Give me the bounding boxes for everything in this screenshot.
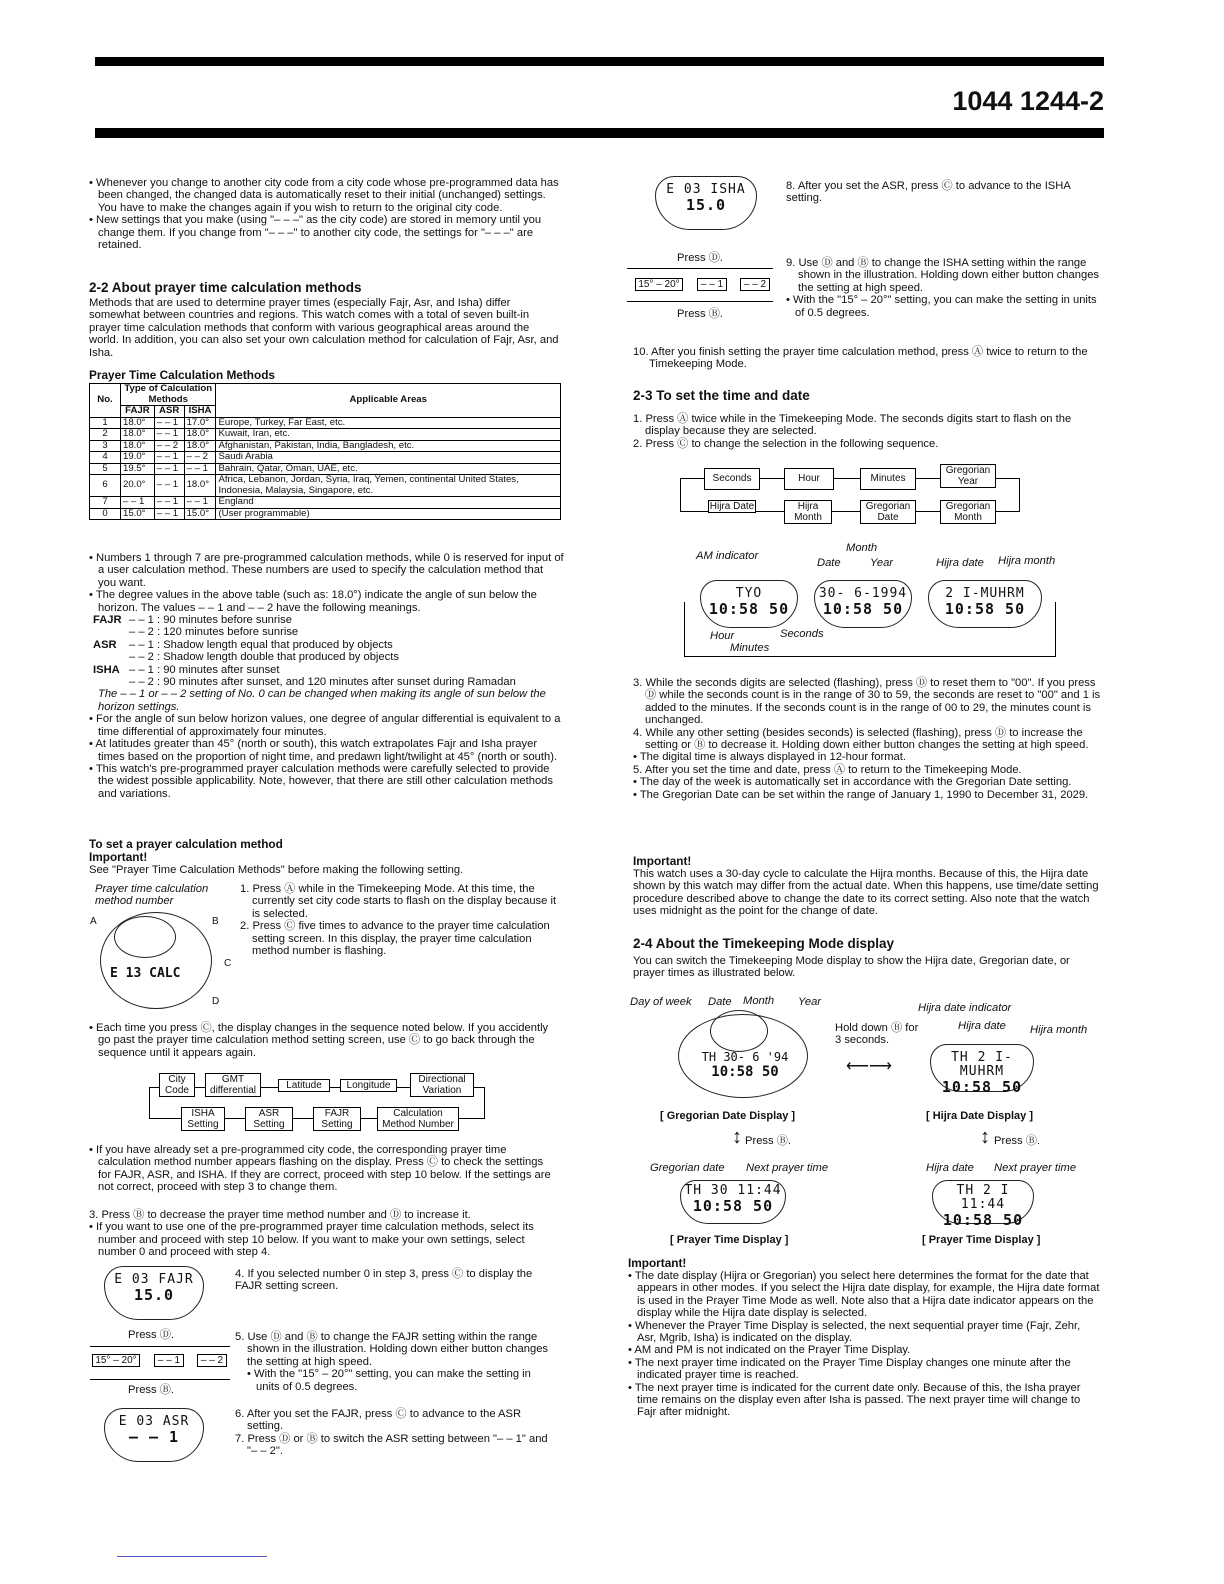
table-cell-isha: 18.0° — [184, 475, 216, 497]
step-2: 2. Press Ⓒ five times to advance to the prayer time calculation setting screen. In this display, the prayer time calculation method number is flashing. — [240, 920, 550, 958]
lcd-calc: E 13 CALC — [110, 966, 181, 981]
flow-isha: ISHA Setting — [181, 1107, 225, 1131]
important-label-right-2: Important! — [628, 1256, 687, 1270]
table-row — [90, 429, 561, 441]
table-cell-asr: – – 1 — [154, 497, 184, 509]
section-23-more — [633, 677, 1103, 801]
col-fajr: FAJR — [121, 406, 155, 418]
watch-illustration — [90, 912, 230, 1012]
seq-seconds: Seconds — [704, 468, 760, 490]
footer-line — [117, 1556, 267, 1557]
fig-year: Year — [798, 996, 822, 1008]
fig-hold: Hold down Ⓑ for 3 seconds. — [835, 1022, 919, 1047]
range-right-1: 15° – 20° — [635, 278, 683, 291]
label-year: Year — [870, 557, 894, 569]
col-isha: ISHA — [184, 406, 216, 418]
table-cell-areas: England — [216, 497, 561, 509]
meaning-row — [89, 626, 564, 638]
meaning-term: ASR — [93, 638, 117, 651]
final-bullet-4: • The next prayer time indicated on the Prayer Time Display changes one minute after the indicated prayer time is reached. — [628, 1356, 1071, 1382]
table-cell-areas: Bahrain, Qatar, Oman, UAE, etc. — [216, 463, 561, 475]
table-cell-areas: (User programmable) — [216, 508, 561, 520]
table-cell-isha: 15.0° — [184, 508, 216, 520]
range-left-3: – – 2 — [197, 1354, 227, 1367]
table-cell-no: 1 — [90, 417, 121, 429]
table-cell-isha: 18.0° — [184, 440, 216, 452]
header-rule-bottom — [95, 128, 1104, 138]
step-5: 5. Use Ⓓ and Ⓑ to change the FAJR setting within the range shown in the illustration. Holding down either button changes the setting at high speed. — [235, 1331, 549, 1368]
timekeeping-figure — [630, 990, 1100, 1252]
table-cell-fajr: – – 1 — [121, 497, 155, 509]
table-cell-fajr: 19.0° — [121, 452, 155, 464]
bullet-angle: • For the angle of sun below horizon values, one degree of angular differential is equivalent to a time differential of approximately four minutes. — [89, 713, 561, 738]
flow-directional: Directional Variation — [410, 1073, 474, 1097]
bullet-latitude: • At latitudes greater than 45° (north or south), this watch extrapolates Fajr and Isha prayer times based on the proportion of night time, and predawn light/twilight at 45° (north or south). — [89, 738, 558, 763]
table-cell-asr: – – 1 — [154, 463, 184, 475]
table-row — [90, 475, 561, 497]
bullet-with-left: • With the "15° – 20°" setting, you can make the setting in units of 0.5 degrees. — [247, 1368, 531, 1393]
step-7: 7. Press Ⓓ or Ⓑ to switch the ASR setting between "– – 1" and "– – 2". — [235, 1432, 548, 1458]
range-right-3: – – 2 — [740, 278, 770, 291]
table-cell-no: 3 — [90, 440, 121, 452]
set-method-title: To set a prayer calculation method — [89, 837, 283, 851]
table-cell-areas: Africa, Lebanon, Jordan, Syria, Iraq, Yemen, continental United States, Indonesia, Malaysia, Singapore, etc. — [216, 475, 561, 497]
steps-6-7 — [235, 1408, 555, 1458]
final-bullets — [628, 1270, 1100, 1419]
settings-flow-diagram — [145, 1073, 490, 1135]
meaning-line: – – 1 : 90 minutes after sunset — [129, 663, 280, 676]
col-type: Type of Calculation Methods — [121, 384, 216, 406]
range-left-1: 15° – 20° — [92, 1354, 140, 1367]
final-bullet-1: • The date display (Hijra or Gregorian) you select here determines the format for the date that appears in other modes. If you select the Hijra date display, for example, the Hijra date format is used in the Prayer Time Mode as well. Note also that a Hijra date indicator appears on the display while the Hijra date display is selected. — [628, 1270, 1100, 1320]
meanings-note: The – – 1 or – – 2 setting of No. 0 can be changed when making its angle of sun below the horizon settings. — [98, 688, 546, 713]
methods-table — [89, 383, 561, 520]
label-hour: Hour — [710, 630, 735, 642]
s23-step-4: 4. While any other setting (besides seconds) is selected (flashing), press Ⓓ to increase the setting or Ⓑ to decrease it. Holding down either button changes the setting at high speed. — [633, 726, 1089, 752]
fig-hijra-date-2: Hijra date — [926, 1162, 974, 1174]
fig-prayer-lcd-hijra: TH 2 I 11:44 10:58 50 — [932, 1180, 1034, 1224]
table-cell-no: 2 — [90, 429, 121, 441]
table-cell-asr: – – 1 — [154, 417, 184, 429]
table-row — [90, 440, 561, 452]
fig-date: Date — [708, 996, 732, 1008]
prayer-display-label-right: [ Prayer Time Display ] — [922, 1234, 1041, 1246]
table-cell-no: 6 — [90, 475, 121, 497]
final-bullet-3: • AM and PM is not indicated on the Prayer Time Display. — [628, 1344, 911, 1357]
meaning-line: – – 1 : Shadow length equal that produced by objects — [129, 638, 393, 651]
table-cell-no: 4 — [90, 452, 121, 464]
range-left-2: – – 1 — [154, 1354, 184, 1367]
meaning-row — [89, 651, 564, 663]
seq-minutes: Minutes — [860, 468, 916, 490]
step-10: 10. After you finish setting the prayer time calculation method, press Ⓐ twice to return to the Timekeeping Mode. — [633, 346, 1088, 371]
flow-city-code: City Code — [159, 1073, 195, 1097]
flow-longitude: Longitude — [340, 1079, 397, 1092]
bullet-selected: • This watch's pre-programmed prayer calculation methods were carefully selected to provide the widest possible applicability. Note, however, that there are still other calculation methods and variations. — [89, 762, 553, 800]
intro-bullet-2: • New settings that you make (using "– – –" as the city code) are stored in memory until you change them. If you change from "– – –" to another city code, the settings for "– – –" are retained. — [89, 214, 542, 252]
meaning-line: – – 2 : 90 minutes after sunset, and 120 minutes after sunset during Ramadan — [129, 676, 516, 689]
seq-hour: Hour — [784, 468, 834, 490]
table-title: Prayer Time Calculation Methods — [89, 368, 275, 382]
table-cell-fajr: 20.0° — [121, 475, 155, 497]
lcd-asr: E 03 ASR – – 1 — [104, 1408, 204, 1462]
label-am-indicator: AM indicator — [696, 550, 759, 562]
greg-display-label: [ Gregorian Date Display ] — [660, 1110, 796, 1122]
bullet-greg-range: • The Gregorian Date can be set within the range of January 1, 1990 to December 31, 2029. — [633, 788, 1089, 801]
meanings-list — [89, 614, 564, 688]
see-text: See "Prayer Time Calculation Methods" before making the following setting. — [89, 864, 464, 876]
fig-next-prayer-right: Next prayer time — [994, 1162, 1077, 1174]
button-a-label: A — [90, 916, 97, 927]
seq-hijra-month: Hijra Month — [784, 500, 832, 524]
meaning-line: – – 2 : Shadow length double that produced by objects — [129, 651, 399, 664]
meaning-row — [89, 664, 564, 676]
document-id: 1044 1244-2 — [952, 86, 1104, 116]
meaning-line: – – 2 : 120 minutes before sunrise — [129, 626, 299, 639]
range-diagram-right — [627, 268, 773, 302]
step-6: 6. After you set the FAJR, press Ⓒ to advance to the ASR setting. — [235, 1408, 522, 1433]
left-tail-text — [89, 1144, 559, 1194]
flow-calc-method: Calculation Method Number — [377, 1107, 459, 1131]
table-cell-areas: Europe, Turkey, Far East, etc. — [216, 417, 561, 429]
fig-watch-dial — [710, 1010, 768, 1052]
important-body: This watch uses a 30-day cycle to calculate the Hijra months. Because of this, the Hijra date shown by this watch may differ from the actual date. When this happens, use time/date setting procedure described above to change the date to its correct setting. Also note that the watch uses midnight as the point for the change of date. — [633, 868, 1099, 918]
table-cell-fajr: 18.0° — [121, 429, 155, 441]
s23-step-2: 2. Press Ⓒ to change the selection in the following sequence. — [633, 437, 939, 450]
fig-gregorian-date: Gregorian date — [650, 1162, 725, 1174]
fig-arrow-left: ↕ — [732, 1126, 742, 1148]
final-bullet-5: • The next prayer time is indicated for the current date only. Because of this, the Isha prayer time remains on the display even after Isha is passed. The next prayer time will change to Fajr after midnight. — [628, 1381, 1081, 1419]
meaning-row — [89, 639, 564, 651]
table-cell-fajr: 19.5° — [121, 463, 155, 475]
s23-step-1: 1. Press Ⓐ twice while in the Timekeeping Mode. The seconds digits start to flash on the display because they are selected. — [633, 413, 1072, 438]
col-asr: ASR — [154, 406, 184, 418]
intro-bullets — [89, 177, 559, 251]
table-cell-asr: – – 1 — [154, 429, 184, 441]
range-diagram-left — [90, 1346, 230, 1380]
table-cell-isha: 17.0° — [184, 417, 216, 429]
table-cell-no: 0 — [90, 508, 121, 520]
intro-bullet-1: • Whenever you change to another city code from a city code whose pre-programmed data has been changed, the changed data is automatically reset to their initial (unchanged) settings. You have to make the changes again if you wish to return to the original city code. — [89, 177, 559, 214]
fig-next-prayer-left: Next prayer time — [746, 1162, 829, 1174]
table-cell-asr: – – 1 — [154, 475, 184, 497]
label-seconds: Seconds — [780, 628, 824, 640]
bullet-with-right: • With the "15° – 20°" setting, you can make the setting in units of 0.5 degrees. — [786, 294, 1097, 319]
range-right-2: – – 1 — [697, 278, 727, 291]
important-label-right: Important! — [633, 854, 692, 868]
watch-case — [100, 912, 212, 1009]
important-label-left: Important! — [89, 850, 148, 864]
meaning-term: ISHA — [93, 663, 120, 676]
lcd-isha: E 03 ISHA 15.0 — [655, 176, 757, 230]
label-month: Month — [846, 542, 878, 554]
bullet-degree: • The degree values in the above table (such as: 18.0°) indicate the angle of sun below the horizon. The values – – 1 and – – 2 have the following meanings. — [89, 589, 537, 614]
table-cell-areas: Kuwait, Iran, etc. — [216, 429, 561, 441]
step-9: 9. Use Ⓓ and Ⓑ to change the ISHA setting within the range shown in the illustration. Holding down either button changes the setting at high speed. — [786, 257, 1100, 294]
prayer-display-label-left: [ Prayer Time Display ] — [670, 1234, 789, 1246]
section-22-title: 2-2 About prayer time calculation methods — [89, 280, 362, 295]
table-row — [90, 417, 561, 429]
meaning-row — [89, 676, 564, 688]
flow-asr: ASR Setting — [245, 1107, 293, 1131]
lcd-fajr: E 03 FAJR 15.0 — [104, 1266, 204, 1320]
button-d-label: D — [212, 996, 220, 1007]
bullet-each: • Each time you press Ⓒ, the display changes in the sequence noted below. If you accidently go past the prayer time calculation method setting screen, use Ⓒ to go back through the sequence until it appears again. — [89, 1022, 549, 1059]
label-date: Date — [817, 557, 841, 569]
seq-greg-date: Gregorian Date — [860, 500, 916, 524]
button-b-label: B — [212, 916, 219, 927]
seq-greg-year: Gregorian Year — [940, 464, 996, 488]
step-9-block — [786, 257, 1104, 319]
lcd-hijra: 2 I-MUHRM 10:58 50 — [928, 580, 1042, 628]
table-cell-no: 7 — [90, 497, 121, 509]
flow-gmt: GMT differential — [205, 1073, 261, 1097]
seq-hijra-date: Hijra Date — [709, 501, 755, 512]
step-4: 4. If you selected number 0 in step 3, press Ⓒ to display the FAJR setting screen. — [235, 1268, 533, 1293]
fig-greg-lcd: TH 30- 6 '94 10:58 50 — [701, 1050, 789, 1080]
section-24-title: 2-4 About the Timekeeping Mode display — [633, 936, 895, 951]
time-set-flow — [680, 462, 1020, 524]
final-bullet-2: • Whenever the Prayer Time Display is selected, the next sequential prayer time (Fajr, Zehr, Asr, Mgrib, Isha) is indicated on the display. — [628, 1319, 1081, 1345]
table-cell-isha: – – 1 — [184, 497, 216, 509]
left-step-3 — [89, 1209, 559, 1259]
step-5-block — [235, 1331, 555, 1393]
section-22-body: Methods that are used to determine prayer times (especially Fajr, Asr, and Isha) differ somewhat between countries and regions. This watch comes with a total of seven built-in prayer time calculation methods that conform with various geographical areas around the world. In addition, you can also set your own calculation method for calculation of Fajr, Asr, and Isha. — [89, 297, 559, 359]
button-c-label: C — [224, 958, 232, 969]
fig-hijra-month: Hijra month — [1030, 1024, 1088, 1036]
table-cell-isha: – – 1 — [184, 463, 216, 475]
meaning-line: – – 1 : 90 minutes before sunrise — [129, 614, 292, 627]
s23-step-3: 3. While the seconds digits are selected (flashing), press Ⓓ to reset them to "00". If you press Ⓓ while the seconds count is in the range of 30 to 59, the seconds are reset to "00" and 1 is added to the minutes. If the seconds count is in the range of 00 to 29, the minutes count is unchanged. — [633, 677, 1101, 727]
setting-displays-figure — [680, 540, 1080, 660]
meaning-term: FAJR — [93, 614, 122, 627]
bullet-numbers: • Numbers 1 through 7 are pre-programmed calculation methods, while 0 is reserved for input of a user calculation method. These numbers are used to specify the calculation method that you want. — [89, 552, 564, 589]
section-24-body: You can switch the Timekeeping Mode display to show the Hijra date, Gregorian date, or prayer times as illustrated below. — [633, 955, 1070, 980]
fig-arrow-right: ↕ — [980, 1126, 990, 1148]
set-steps-1-2 — [240, 883, 560, 957]
table-row — [90, 463, 561, 475]
step-1: 1. Press Ⓐ while in the Timekeeping Mode. At this time, the currently set city code starts to flash on the display because it is selected. — [240, 883, 557, 920]
s23-step-5: 5. After you set the time and date, press Ⓐ to return to the Timekeeping Mode. — [633, 763, 1022, 776]
table-cell-fajr: 15.0° — [121, 508, 155, 520]
table-cell-asr: – – 1 — [154, 452, 184, 464]
section-23-title: 2-3 To set the time and date — [633, 388, 810, 403]
fig-hijra-date-indicator: Hijra date indicator — [918, 1002, 1012, 1014]
table-notes — [89, 552, 564, 800]
lcd-time-tyo: TYO 10:58 50 — [700, 580, 798, 628]
press-b-left: Press Ⓑ. — [128, 1384, 175, 1396]
col-no: No. — [90, 384, 121, 418]
label-minutes: Minutes — [730, 642, 770, 654]
fig-press-b-left: Press Ⓑ. — [745, 1135, 792, 1147]
bullet-day: • The day of the week is automatically set in accordance with the Gregorian Date setting. — [633, 776, 1072, 789]
flow-fajr: FAJR Setting — [313, 1107, 361, 1131]
fig-double-arrow: ⟵⟶ — [846, 1058, 892, 1075]
fig-hijra-date: Hijra date — [958, 1020, 1006, 1032]
label-hijra-date: Hijra date — [936, 557, 984, 569]
press-d-left: Press Ⓓ. — [128, 1329, 175, 1341]
table-cell-areas: Saudi Arabia — [216, 452, 561, 464]
fig-caption: Prayer time calculation method number — [95, 883, 209, 908]
table-cell-isha: – – 2 — [184, 452, 216, 464]
fig-month: Month — [743, 995, 775, 1007]
flow-latitude: Latitude — [278, 1079, 330, 1092]
bullet-use: • If you want to use one of the pre-programmed prayer time calculation methods, select its number and proceed with step 10 below. If you want to make your own settings, select number 0 and proceed with step 4. — [89, 1221, 534, 1259]
table-cell-no: 5 — [90, 463, 121, 475]
press-d-right: Press Ⓓ. — [677, 252, 724, 264]
meaning-row — [89, 614, 564, 626]
label-hijra-month: Hijra month — [998, 555, 1056, 567]
table-cell-fajr: 18.0° — [121, 440, 155, 452]
table-cell-isha: 18.0° — [184, 429, 216, 441]
fig-day-of-week: Day of week — [630, 996, 692, 1008]
lcd-gregorian: 30- 6-1994 10:58 50 — [814, 580, 912, 628]
table-cell-asr: – – 1 — [154, 508, 184, 520]
fig-press-b-right: Press Ⓑ. — [994, 1135, 1041, 1147]
seq-greg-month: Gregorian Month — [940, 500, 996, 524]
table-cell-asr: – – 2 — [154, 440, 184, 452]
table-row — [90, 508, 561, 520]
bullet-already: • If you have already set a pre-programmed city code, the corresponding prayer time calculation method number appears flashing on the display. Press Ⓒ to check the settings for FAJR, ASR, and ISHA. If they are correct, proceed with step 10 below. If the settings are not correct, proceed with step 3 to change them. — [89, 1144, 551, 1194]
section-23-steps — [633, 413, 1103, 450]
header-rule-top — [95, 57, 1104, 66]
table-cell-areas: Afghanistan, Pakistan, India, Bangladesh, etc. — [216, 440, 561, 452]
bullet-digital: • The digital time is always displayed in 12-hour format. — [633, 751, 906, 764]
table-cell-fajr: 18.0° — [121, 417, 155, 429]
step-8: 8. After you set the ASR, press Ⓒ to advance to the ISHA setting. — [786, 180, 1071, 205]
table-row — [90, 452, 561, 464]
fig-prayer-lcd-greg: TH 30 11:44 10:58 50 — [680, 1180, 786, 1224]
hijra-display-label: [ Hijra Date Display ] — [926, 1110, 1033, 1122]
press-b-right: Press Ⓑ. — [677, 308, 724, 320]
col-areas: Applicable Areas — [216, 384, 561, 418]
table-row — [90, 497, 561, 509]
fig-hijra-lcd: TH 2 I-MUHRM 10:58 50 — [930, 1044, 1034, 1092]
step-3: 3. Press Ⓑ to decrease the prayer time method number and Ⓓ to increase it. — [89, 1209, 471, 1221]
